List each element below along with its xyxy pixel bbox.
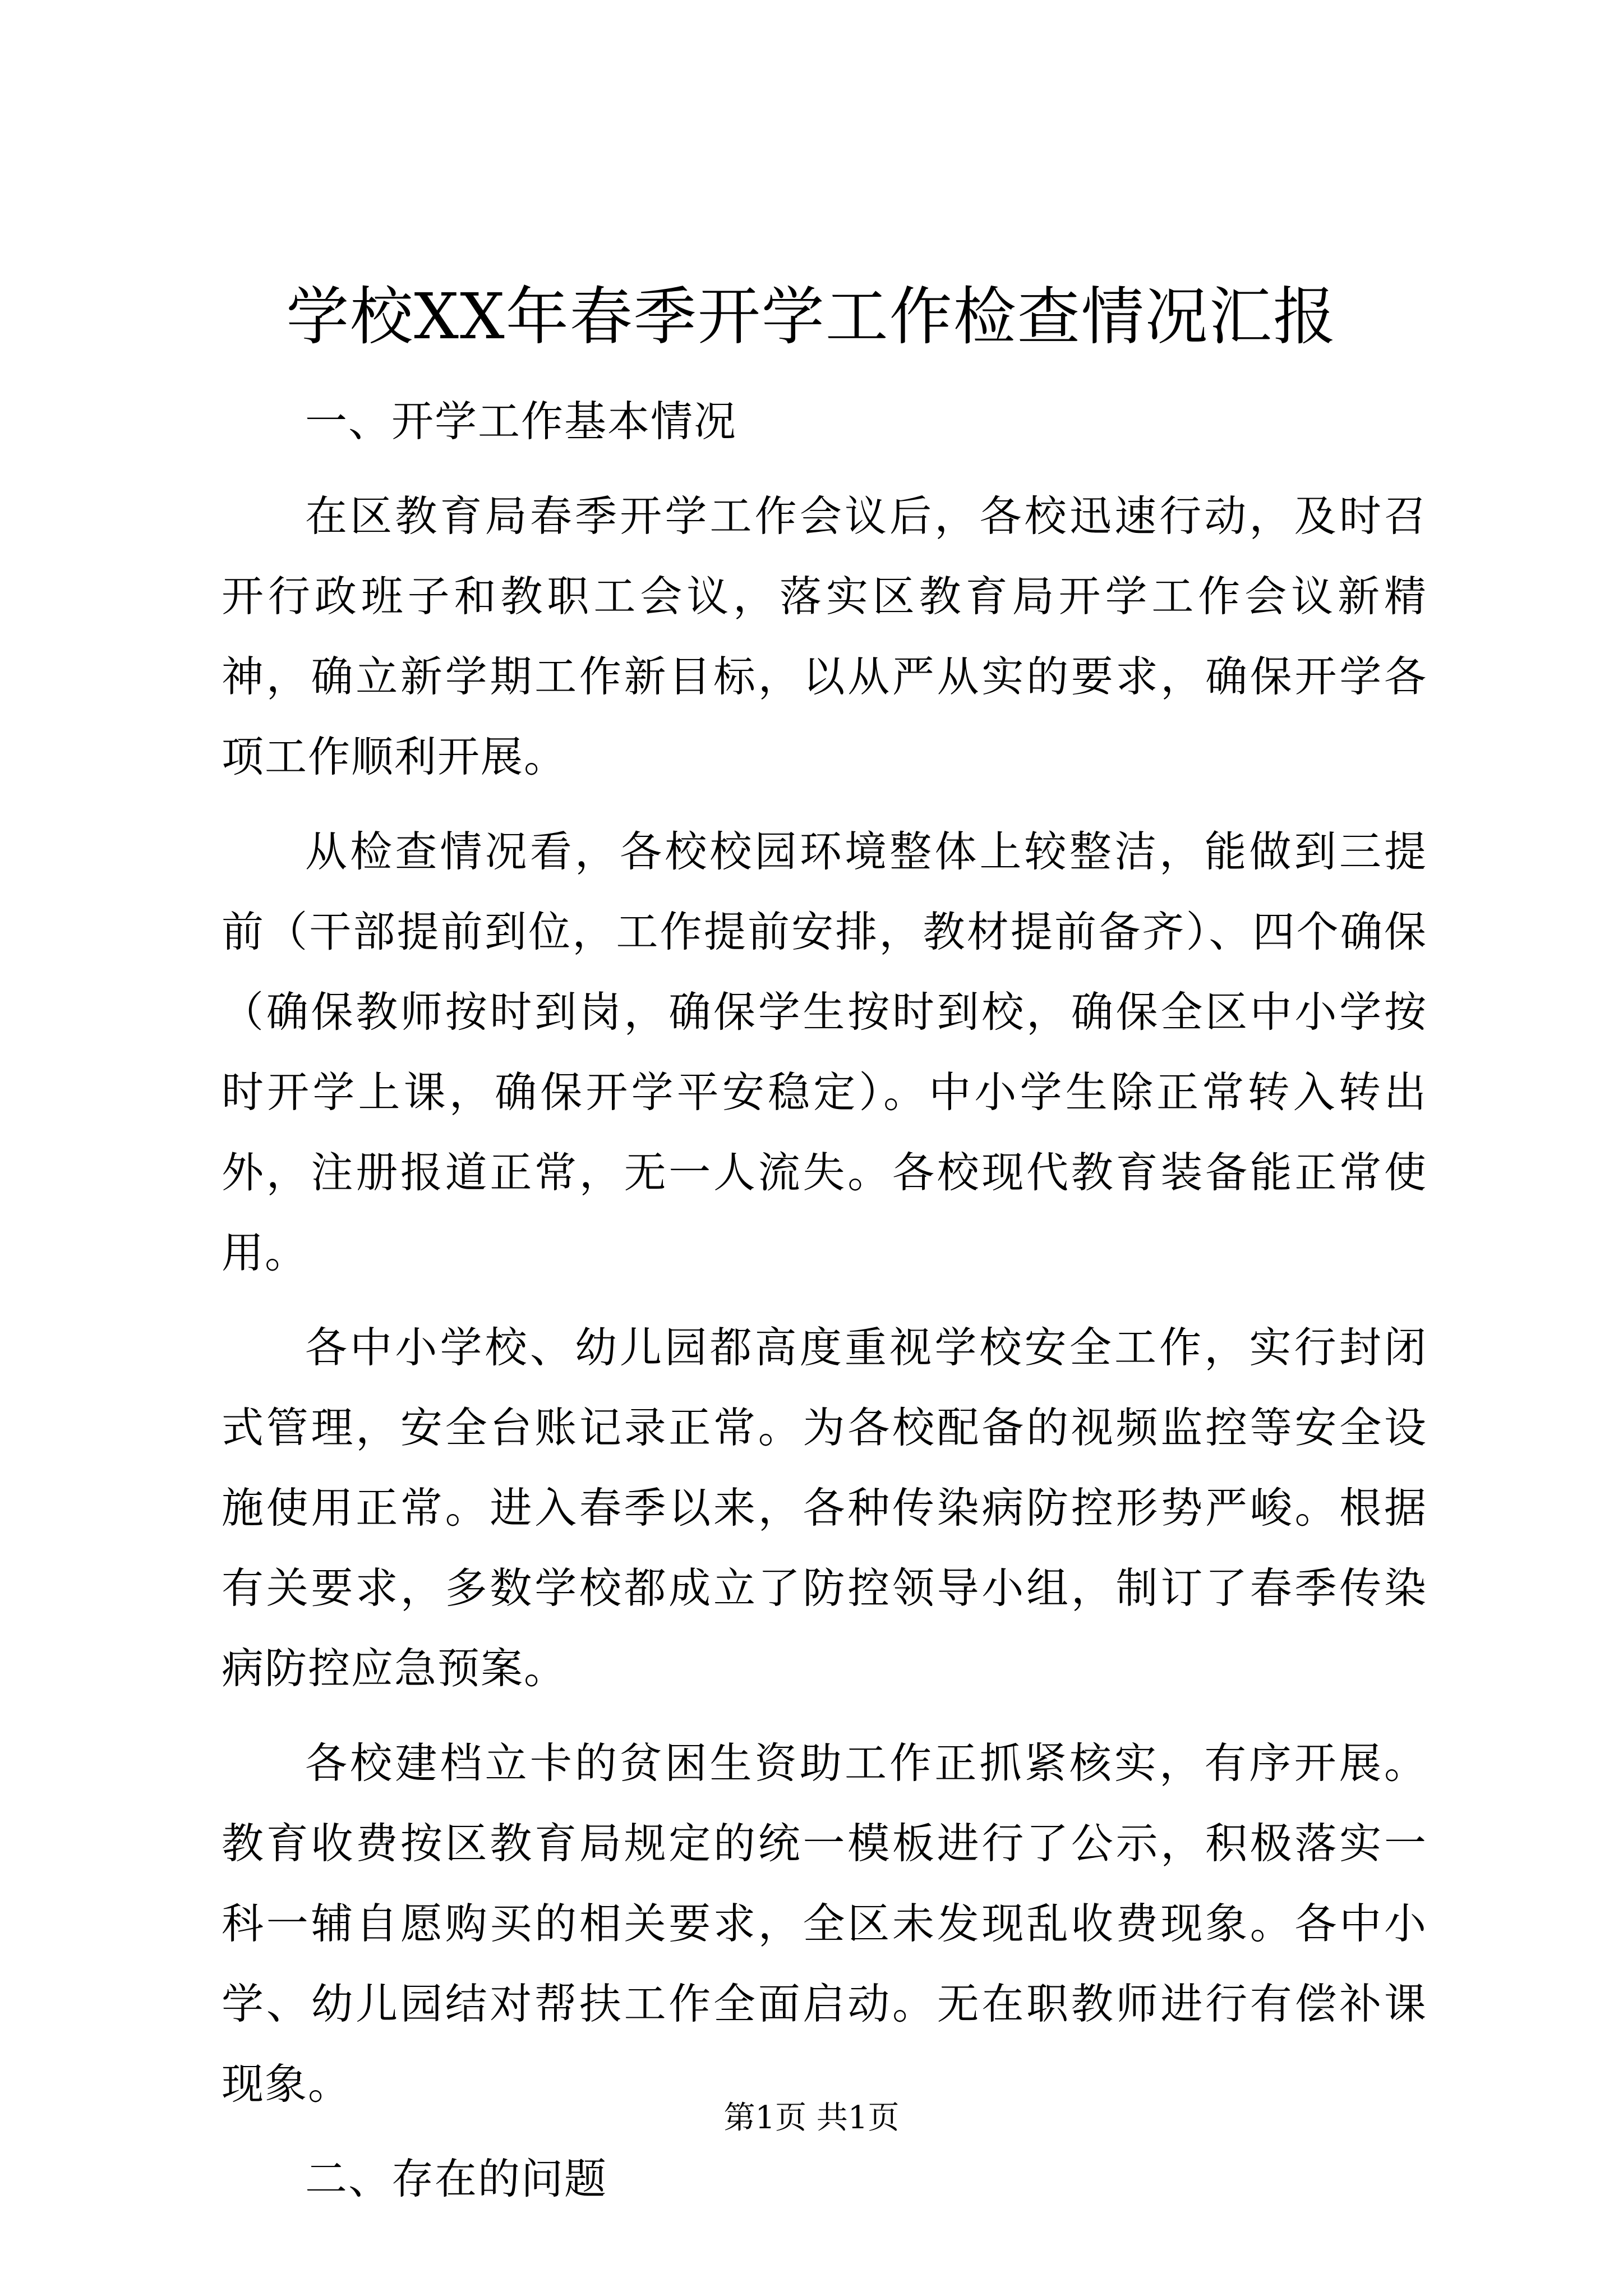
paragraph: 在区教育局春季开学工作会议后，各校迅速行动，及时召开行政班子和教职工会议，落实区教育局开学工作会议新精神，确立新学期工作新目标，以从严从实的要求，确保开学各项工作顺利开展。 [222,491,1427,781]
section-heading-1: 一、开学工作基本情况 [305,397,737,446]
page-footer: 第1页 共1页 [723,2100,900,2136]
paragraph: 各校建档立卡的贫困生资助工作正抓紧核实，有序开展。教育收费按区教育局规定的统一模板进行了公示，积极落实一科一辅自愿购买的相关要求，全区未发现乱收费现象。各中小学、幼儿园结对帮扶工作全面启动。无在职教师进行有偿补课现象。 [222,1738,1427,2109]
document-body [222,381,1427,2234]
paragraph: 从检查情况看，各校校园环境整体上较整洁，能做到三提前（干部提前到位，工作提前安排，教材提前备齐）、四个确保（确保教师按时到岗，确保学生按时到校，确保全区中小学按时开学上课，确保开学平安稳定）。中小学生除正常转入转出外，注册报道正常，无一人流失。各校现代教育装备能正常使用。 [222,827,1427,1277]
document-title: 学校XX年春季开学工作检查情况汇报 [286,280,1337,353]
paragraph: 各中小学校、幼儿园都高度重视学校安全工作，实行封闭式管理，安全台账记录正常。为各校配备的视频监控等安全设施使用正常。进入春季以来，各种传染病防控形势严峻。根据有关要求，多数学校都成立了防控领导小组，制订了春季传染病防控应急预案。 [222,1323,1427,1693]
section-heading-2: 二、存在的问题 [305,2154,608,2203]
